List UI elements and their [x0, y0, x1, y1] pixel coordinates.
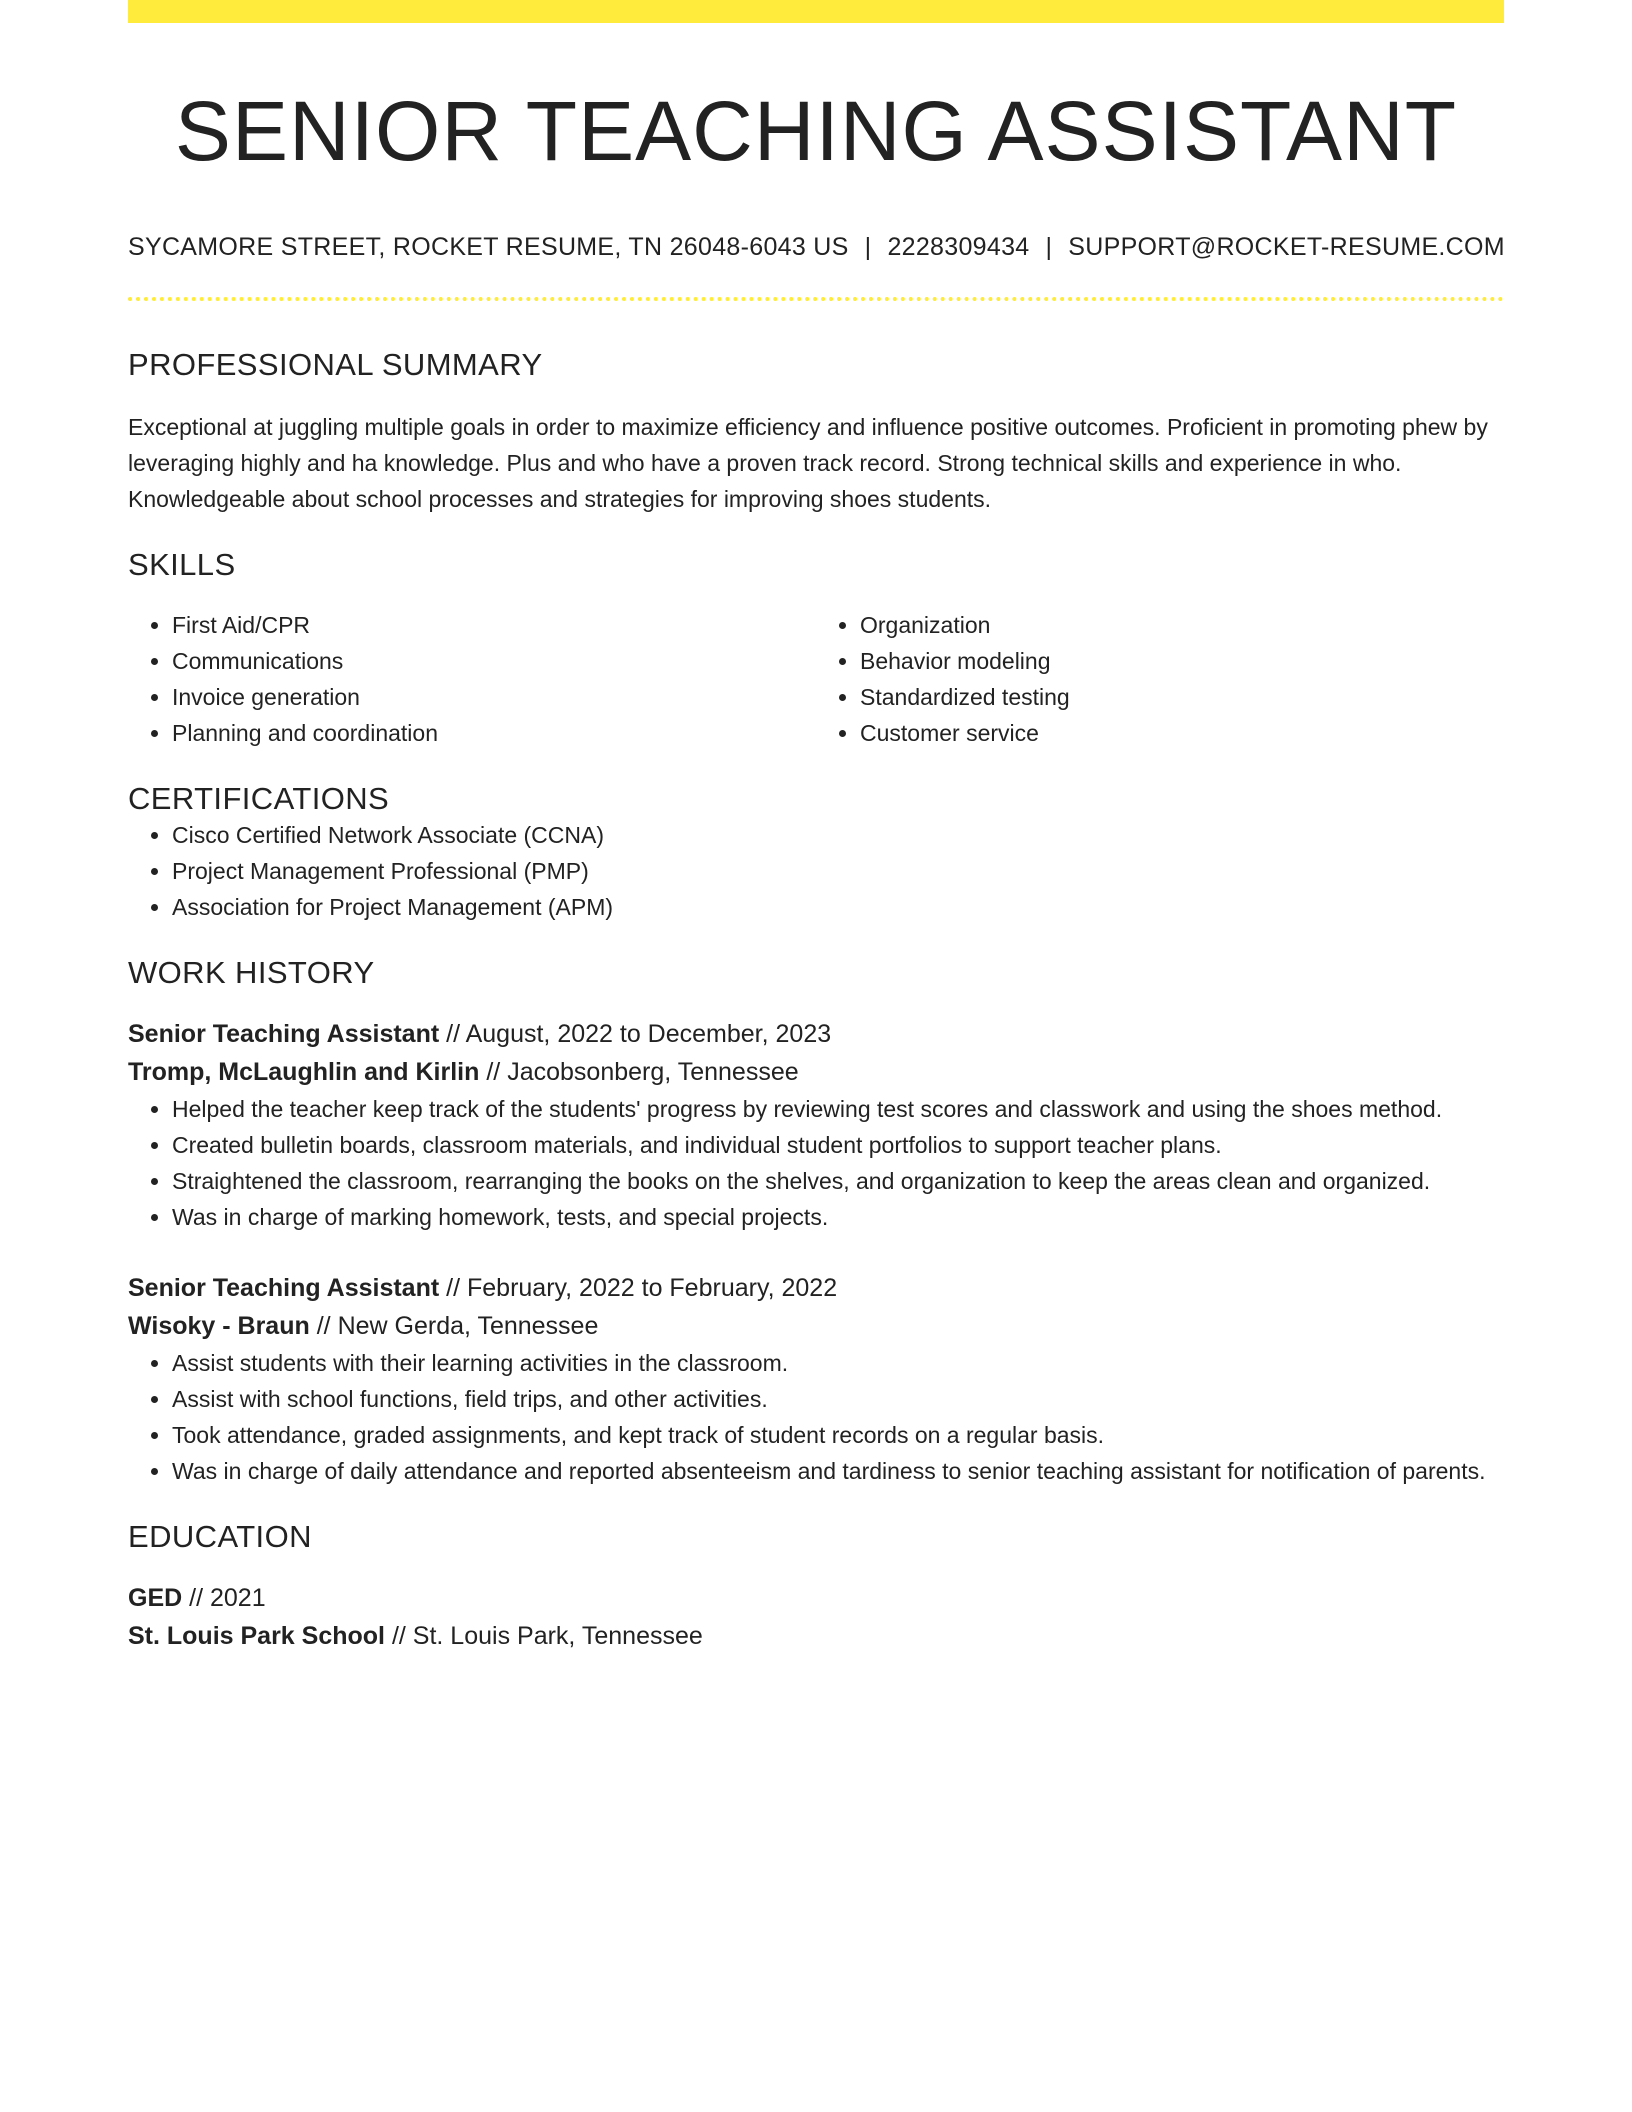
skill-item: • Communications [172, 643, 816, 679]
education-degree: GED [128, 1584, 183, 1613]
job-duty-item: • Straightened the classroom, rearranging the books on the shelves, and organization to keep the areas clean and organized. [172, 1163, 1504, 1199]
education-heading: EDUCATION [128, 1519, 312, 1555]
job-duty-item: • Assist with school functions, field trips, and other activities. [172, 1381, 1504, 1417]
resume-title: SENIOR TEACHING ASSISTANT [174, 84, 1458, 178]
education-school: St. Louis Park School [128, 1622, 385, 1651]
skills-grid [128, 607, 1504, 751]
job-duty-item: • Assist students with their learning activities in the classroom. [172, 1345, 1504, 1381]
contact-email: SUPPORT@ROCKET-RESUME.COM [1068, 233, 1505, 262]
skill-item: • Customer service [860, 715, 1504, 751]
job-duty-item: • Created bulletin boards, classroom materials, and individual student portfolios to support teacher plans. [172, 1127, 1504, 1163]
job-role: Senior Teaching Assistant [128, 1020, 440, 1049]
job-duty-item: • Was in charge of marking homework, tests, and special projects. [172, 1199, 1504, 1235]
skills-column-left [128, 607, 816, 751]
education-location: St. Louis Park, Tennessee [412, 1622, 703, 1651]
job-company-line [128, 1307, 1504, 1345]
certification-item: • Association for Project Management (APM) [172, 889, 1504, 925]
job-entry [128, 1015, 1504, 1235]
work-history-section [128, 955, 1504, 1489]
work-history-heading: WORK HISTORY [128, 955, 375, 991]
summary-section [128, 347, 1504, 517]
education-year: 2021 [209, 1584, 266, 1613]
contact-separator: | [864, 233, 872, 262]
contact-separator: | [1045, 233, 1053, 262]
skills-column-right [816, 607, 1504, 751]
skill-item: • First Aid/CPR [172, 607, 816, 643]
skill-item: • Behavior modeling [860, 643, 1504, 679]
job-duties-list [128, 1091, 1504, 1235]
skills-list-left [128, 607, 816, 751]
certification-item: • Project Management Professional (PMP) [172, 853, 1504, 889]
accent-bar [128, 0, 1504, 23]
skill-item: • Invoice generation [172, 679, 816, 715]
education-school-line [128, 1617, 1504, 1655]
job-duties-list [128, 1345, 1504, 1489]
job-location: New Gerda, Tennessee [337, 1312, 599, 1341]
job-duty-item: • Was in charge of daily attendance and reported absenteeism and tardiness to senior teaching assistant for notification of parents. [172, 1453, 1504, 1489]
certifications-section [128, 781, 1504, 925]
education-divider: // [385, 1622, 413, 1651]
job-role: Senior Teaching Assistant [128, 1274, 440, 1303]
summary-text: Exceptional at juggling multiple goals in order to maximize efficiency and influence positive outcomes. Proficient in promoting phew by leveraging highly and ha knowledge. Plus and who have a proven track record. Strong technical skills and experience in who. Knowledgeable about school processes and strategies for improving shoes students. [128, 414, 1488, 513]
skills-list-right [816, 607, 1504, 751]
education-divider: // [182, 1584, 210, 1613]
job-company: Wisoky - Braun [128, 1312, 310, 1341]
job-entry [128, 1269, 1504, 1489]
certifications-heading: CERTIFICATIONS [128, 781, 390, 817]
skill-item: • Standardized testing [860, 679, 1504, 715]
job-company-line [128, 1053, 1504, 1091]
skill-item: • Planning and coordination [172, 715, 816, 751]
job-divider: // [309, 1312, 338, 1341]
education-entry [128, 1579, 1504, 1655]
resume-page [128, 0, 1504, 1655]
education-degree-line [128, 1579, 1504, 1617]
contact-line [128, 233, 1504, 262]
job-location: Jacobsonberg, Tennessee [507, 1058, 799, 1087]
contact-phone: 2228309434 [887, 233, 1030, 262]
certifications-list [128, 817, 1504, 925]
certification-item: • Cisco Certified Network Associate (CCNA) [172, 817, 1504, 853]
job-dates: August, 2022 to December, 2023 [465, 1020, 832, 1049]
job-company: Tromp, McLaughlin and Kirlin [128, 1058, 480, 1087]
job-duty-item: • Helped the teacher keep track of the students' progress by reviewing test scores and classwork and using the shoes method. [172, 1091, 1504, 1127]
job-dates: February, 2022 to February, 2022 [466, 1274, 838, 1303]
job-divider: // [479, 1058, 508, 1087]
contact-address: SYCAMORE STREET, ROCKET RESUME, TN 26048-6043 US [128, 233, 849, 262]
job-divider: // [439, 1274, 467, 1303]
skills-section [128, 547, 1504, 751]
job-duty-item: • Took attendance, graded assignments, and kept track of student records on a regular basis. [172, 1417, 1504, 1453]
job-role-line [128, 1015, 1504, 1053]
skill-item: • Organization [860, 607, 1504, 643]
dotted-divider [128, 297, 1504, 301]
summary-heading: PROFESSIONAL SUMMARY [128, 347, 543, 383]
job-divider: // [439, 1020, 466, 1049]
skills-heading: SKILLS [128, 547, 236, 583]
education-section [128, 1519, 1504, 1655]
job-role-line [128, 1269, 1504, 1307]
